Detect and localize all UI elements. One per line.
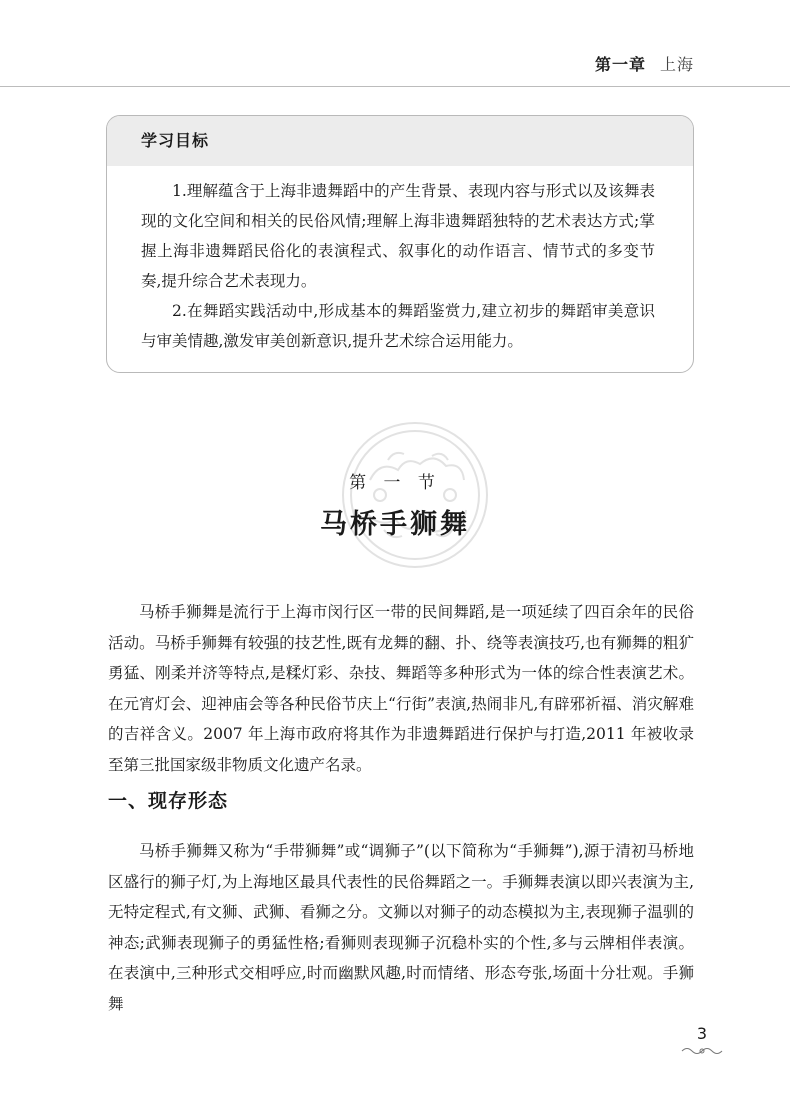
- subheading: 一、现存形态: [108, 790, 229, 812]
- learning-objectives-box: [106, 115, 694, 373]
- section-label: 第 一 节: [349, 473, 441, 493]
- objectives-title: 学习目标: [107, 116, 693, 166]
- page-number: 3: [696, 1024, 708, 1043]
- running-header: [595, 52, 694, 75]
- chapter-label: 第一章: [594, 55, 646, 74]
- chapter-place: 上海: [659, 55, 694, 74]
- objectives-list: [107, 166, 693, 356]
- objective-item: 1.理解蕴含于上海非遗舞蹈中的产生背景、表现内容与形式以及该舞表现的文化空间和相关的民俗风情;理解上海非遗舞蹈独特的艺术表达方式;掌握上海非遗舞蹈民俗化的表演程式、叙事化的动作语言、情节式的多变节奏,提升综合艺术表现力。: [141, 182, 655, 290]
- body-paragraph: 马桥手狮舞又称为“手带狮舞”或“调狮子”(以下简称为“手狮舞”),源于清初马桥地区盛行的狮子灯,为上海地区最具代表性的民俗舞蹈之一。手狮舞表演以即兴表演为主,无特定程式,有文狮、武狮、看狮之分。文狮以对狮子的动态模拟为主,表现狮子温驯的神态;武狮表现狮子的勇猛性格;看狮则表现狮子沉稳朴实的个性,多与云牌相伴表演。在表演中,三种形式交相呼应,时而幽默风趣,时而情绪、形态夸张,场面十分壮观。手狮舞: [108, 842, 694, 1013]
- cloud-ornament-icon: [340, 420, 490, 570]
- section-title: 马桥手狮舞: [320, 509, 470, 540]
- intro-paragraph: 马桥手狮舞是流行于上海市闵行区一带的民间舞蹈,是一项延续了四百余年的民俗活动。马桥手狮舞有较强的技艺性,既有龙舞的翻、扑、绕等表演技巧,也有狮舞的粗犷勇猛、刚柔并济等特点,是糅灯彩、杂技、舞蹈等多种形式为一体的综合性表演艺术。在元宵灯会、迎神庙会等各种民俗节庆上“行街”表演,热闹非凡,有辟邪祈福、消灾解难的吉祥含义。2007 年上海市政府将其作为非遗舞蹈进行保护与打造,2011 年被收录至第三批国家级非物质文化遗产名录。: [108, 603, 694, 774]
- header-rule: [0, 86, 790, 87]
- page-ornament-icon: [680, 1045, 724, 1057]
- objective-item: 2.在舞蹈实践活动中,形成基本的舞蹈鉴赏力,建立初步的舞蹈审美意识与审美情趣,激发审美创新意识,提升艺术综合运用能力。: [141, 302, 655, 350]
